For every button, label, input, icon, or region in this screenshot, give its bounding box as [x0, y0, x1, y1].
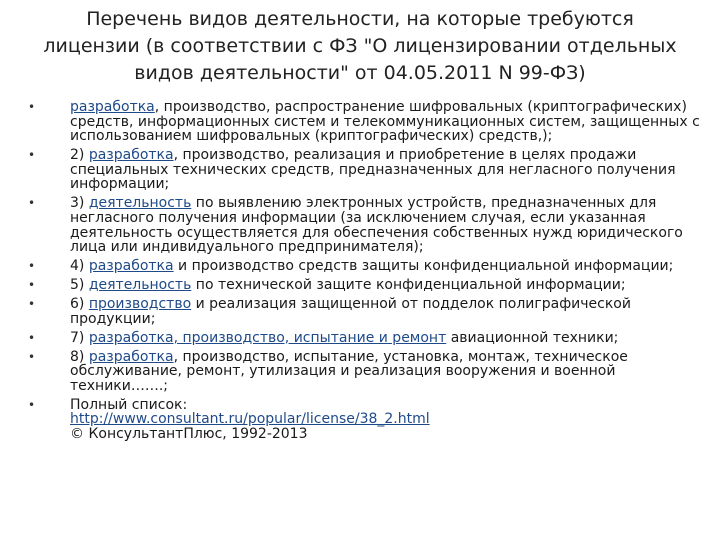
full-list-label: Полный список: — [70, 396, 188, 413]
list-item — [28, 350, 708, 394]
item-link[interactable]: разработка, производство, испытание и ремонт — [88, 329, 447, 346]
item-prefix: 7) — [70, 329, 89, 346]
bullet-icon: • — [28, 196, 36, 211]
item-link[interactable]: деятельность — [88, 195, 192, 212]
bullet-icon: • — [28, 278, 36, 293]
item-link[interactable]: разработка — [70, 99, 155, 115]
item-prefix: 8) — [70, 348, 89, 365]
copyright-text: © КонсультантПлюс, 1992-2013 — [70, 426, 308, 442]
item-text: и реализация защищенной от подделок полиграфической продукции; — [70, 296, 631, 327]
consultant-url-link[interactable]: http://www.consultant.ru/popular/license/38_2.html — [70, 411, 430, 428]
bullet-icon: • — [28, 330, 36, 345]
item-text: по технической защите конфиденциальной информации; — [191, 277, 626, 294]
item-prefix: 6) — [70, 296, 89, 313]
bullet-icon: • — [28, 148, 36, 163]
item-text: авиационной техники; — [446, 329, 619, 346]
list-item — [28, 297, 708, 326]
list-item — [28, 259, 708, 274]
list-item-full-list — [28, 398, 708, 442]
item-prefix: 3) — [70, 195, 89, 212]
item-text: , производство, испытание, установка, монтаж, техническое обслуживание, ремонт, утилизация и реализация вооружения и военной техники…….; — [70, 348, 628, 394]
item-prefix: 5) — [70, 277, 89, 294]
item-link[interactable]: разработка — [88, 147, 174, 164]
list-item — [28, 331, 708, 346]
item-link[interactable]: разработка — [88, 258, 174, 275]
bullet-icon: • — [28, 100, 36, 114]
item-prefix: 2) — [70, 147, 89, 164]
bullet-icon: • — [28, 297, 36, 312]
list-item — [28, 100, 708, 144]
item-text: , производство, распространение шифровальных (криптографических) средств, информационных систем и телекоммуникационных систем, защищенных с использованием шифровальных (криптографических) средств,); — [70, 99, 700, 145]
item-text: и производство средств защиты конфиденциальной информации; — [173, 258, 674, 275]
item-link[interactable]: производство — [88, 296, 192, 313]
list-item — [28, 278, 708, 293]
bullet-icon: • — [28, 397, 36, 412]
item-prefix: 4) — [70, 258, 89, 275]
list-item — [28, 196, 708, 254]
item-link[interactable]: деятельность — [88, 277, 192, 294]
list-item — [28, 148, 708, 192]
bullet-icon: • — [28, 349, 36, 364]
bullet-icon: • — [28, 259, 36, 274]
page-title: Перечень видов деятельности, на которые требуются лицензии (в соответствии с ФЗ "О лицензировании отдельных видов деятельности" от 04.05.2011 N 99-ФЗ) — [43, 8, 677, 84]
item-link[interactable]: разработка — [88, 348, 174, 365]
item-text: , производство, реализация и приобретение в целях продажи специальных технических средств, предназначенных для негласного получения информации; — [70, 147, 676, 193]
license-list — [28, 100, 708, 446]
item-text: по выявлению электронных устройств, предназначенных для негласного получения информации (за исключением случая, если указанная деятельность осуществляется для обеспечения собственных нужд юридического лица или индивидуального предпринимателя); — [70, 195, 683, 256]
